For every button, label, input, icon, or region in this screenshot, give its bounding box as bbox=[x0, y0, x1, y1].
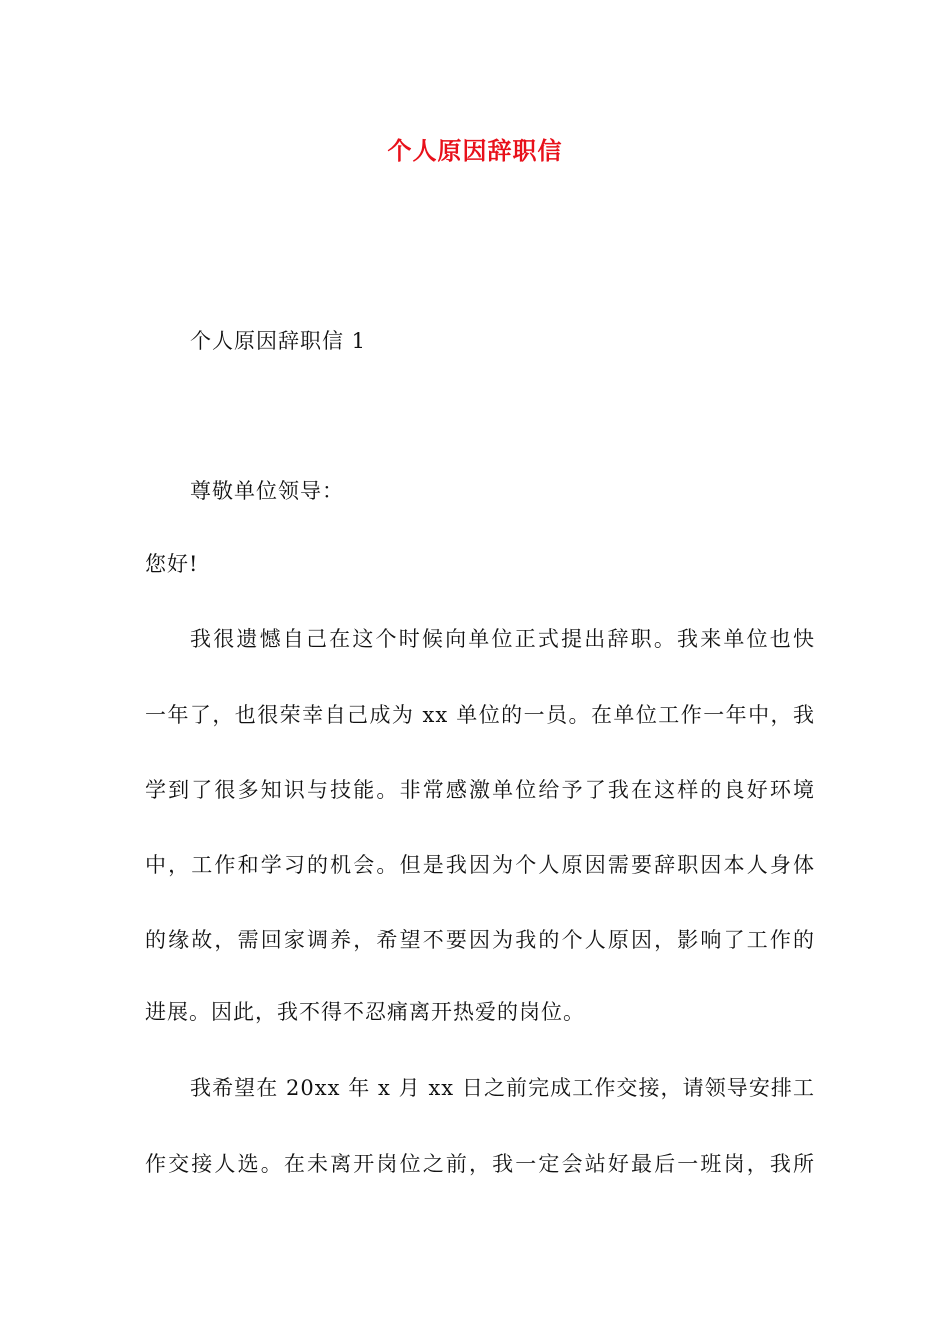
body-line-2: 一年了，也很荣幸自己成为 xx 单位的一员。在单位工作一年中，我 bbox=[145, 703, 815, 727]
body-line-7: 我希望在 20xx 年 x 月 xx 日之前完成工作交接，请领导安排工 bbox=[190, 1076, 815, 1100]
letter-heading: 个人原因辞职信 1 bbox=[190, 329, 367, 353]
body-line-8: 作交接人选。在未离开岗位之前，我一定会站好最后一班岗，我所 bbox=[145, 1152, 815, 1176]
body-line-5: 的缘故，需回家调养，希望不要因为我的个人原因，影响了工作的 bbox=[145, 928, 815, 952]
body-line-4: 中，工作和学习的机会。但是我因为个人原因需要辞职因本人身体 bbox=[145, 853, 815, 877]
body-line-3: 学到了很多知识与技能。非常感激单位给予了我在这样的良好环境 bbox=[145, 778, 815, 802]
greeting: 您好! bbox=[145, 552, 199, 576]
document-title: 个人原因辞职信 bbox=[387, 136, 563, 165]
body-line-6: 进展。因此，我不得不忍痛离开热爱的岗位。 bbox=[145, 1000, 585, 1024]
body-line-1: 我很遗憾自己在这个时候向单位正式提出辞职。我来单位也快 bbox=[190, 627, 815, 651]
salutation: 尊敬单位领导： bbox=[190, 479, 344, 503]
